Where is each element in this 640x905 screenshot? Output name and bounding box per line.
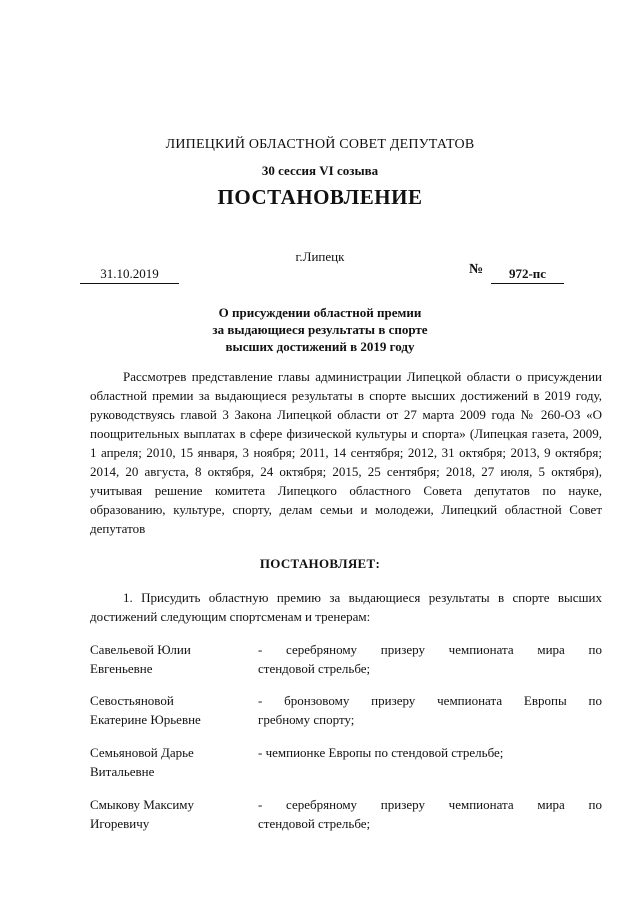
awardee-desc-line: гребному спорту; <box>258 712 355 727</box>
subject-line-3: высших достижений в 2019 году <box>225 339 415 354</box>
awardee-desc-line: стендовой стрельбе; <box>258 816 371 831</box>
awardee-name-line: Севостьяновой <box>90 693 174 708</box>
awardee-desc-line: - серебряному призеру чемпионата мира по <box>258 797 602 812</box>
awardee-description <box>258 691 602 729</box>
awardee-row <box>90 743 602 783</box>
subject-line-2: за выдающиеся результаты в спорте <box>212 322 428 337</box>
awardee-description <box>258 640 602 678</box>
awardee-description <box>258 743 602 762</box>
document-date: 31.10.2019 <box>80 266 179 284</box>
awardee-row <box>90 640 602 680</box>
awardee-row <box>90 691 602 731</box>
item-1-paragraph: 1. Присудить областную премию за выдающиеся результаты в спорте высших достижений следующим спортсменам и тренерам: <box>90 590 602 624</box>
awardee-desc-line: - серебряному призеру чемпионата мира по <box>258 642 602 657</box>
awardee-name-line: Витальевне <box>90 764 155 779</box>
awardee-name-line: Екатерине Юрьевне <box>90 712 201 727</box>
awardee-name-line: Евгеньевне <box>90 661 153 676</box>
awardee-name-line: Смыкову Максиму <box>90 797 195 812</box>
awardee-name <box>90 795 250 833</box>
subject-line-1: О присуждении областной премии <box>218 305 422 320</box>
resolves-heading: ПОСТАНОВЛЯЕТ: <box>259 556 381 571</box>
awardee-name <box>90 743 250 781</box>
preamble-paragraph: Рассмотрев представление главы администрации Липецкой области о присуждении областной премии за выдающиеся результаты в спорте высших достижений в 2019 году, руководствуясь главой 3 Закона Липецкой области от 27 марта 2009 года № 260-ОЗ «О поощрительных выплатах в сфере физической культуры и спорта» (Липецкая газета, 2009, 1 апреля; 2010, 15 января, 3 ноября; 2011, 14 сентября; 2012, 31 октября; 2013, 9 октября; 2014, 20 августа, 8 октября, 24 октября; 2015, 25 сентября; 2018, 27 июля, 5 октября), учитывая решение комитета Липецкого областного Совета депутатов по науке, образованию, культуре, спорту, делам семьи и молодежи, Липецкий областной Совет депутатов <box>90 369 602 536</box>
awardee-row <box>90 795 602 835</box>
awardee-name-line: Игоревичу <box>90 816 150 831</box>
awardee-desc-line: - бронзовому призеру чемпионата Европы по <box>258 693 602 708</box>
council-name: ЛИПЕЦКИЙ ОБЛАСТНОЙ СОВЕТ ДЕПУТАТОВ <box>165 137 475 152</box>
document-type: ПОСТАНОВЛЕНИЕ <box>217 185 423 209</box>
session-info: 30 сессия VI созыва <box>261 163 379 178</box>
awardee-name <box>90 691 250 729</box>
document-subject <box>0 304 640 355</box>
document-number: 972-пс <box>491 266 564 284</box>
awardee-name-line: Семьяновой Дарье <box>90 745 194 760</box>
city: г.Липецк <box>295 249 345 264</box>
awardee-name <box>90 640 250 678</box>
awardee-description <box>258 795 602 833</box>
awardee-desc-line: стендовой стрельбе; <box>258 661 371 676</box>
awardee-desc-line: - чемпионке Европы по стендовой стрельбе; <box>258 745 504 760</box>
awardee-name-line: Савельевой Юлии <box>90 642 191 657</box>
number-sign: № <box>469 262 484 277</box>
